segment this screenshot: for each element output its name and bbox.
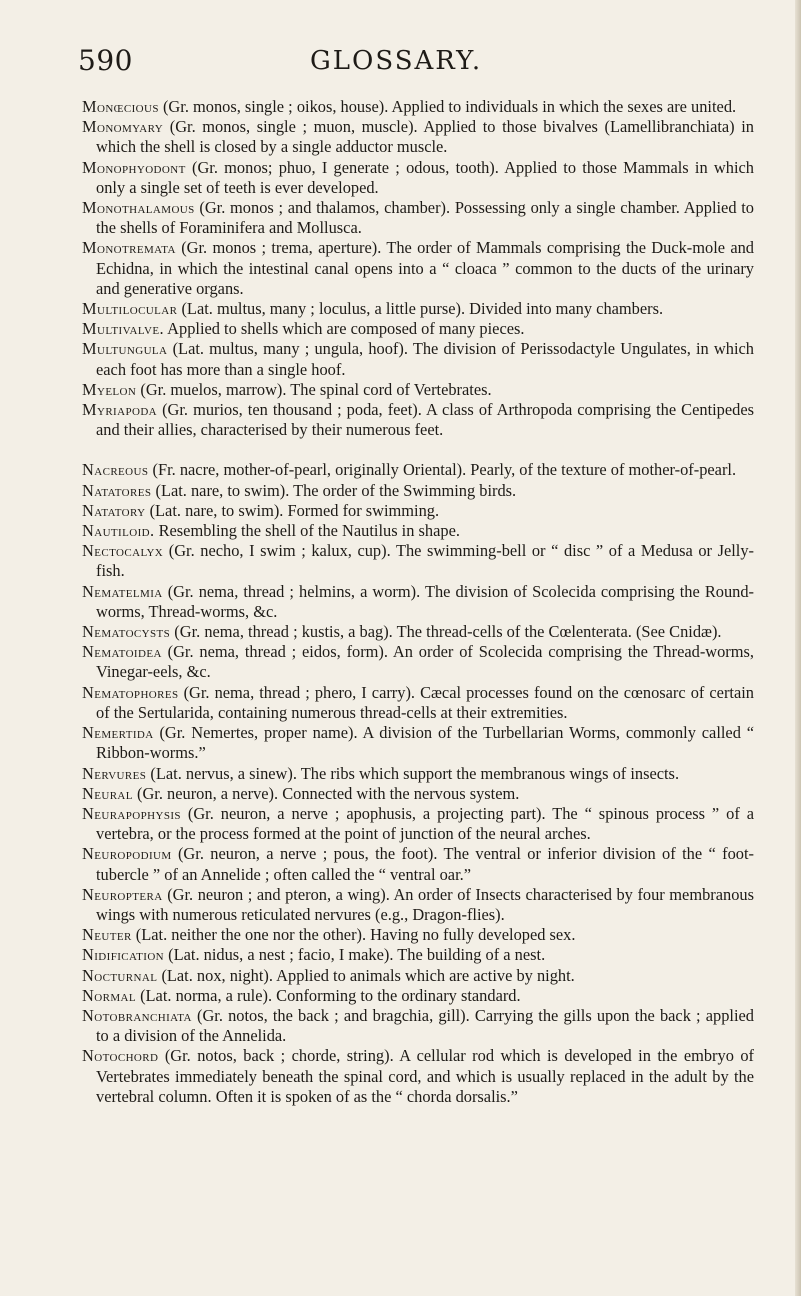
entry-definition: (Gr. notos, back ; chorde, string). A cellular rod which is developed in the embryo of Vertebrates immediately beneath the spinal cord, and which is usually replaced in the adult by the vertebral column. Often it is spoken of as the “ chorda dorsalis.” [96, 1046, 754, 1106]
glossary-entry [82, 966, 754, 986]
glossary-entry [82, 925, 754, 945]
entry-definition: (Gr. nema, thread ; helmins, a worm). The division of Scolecida comprising the Round-worms, Thread-worms, &c. [96, 581, 754, 621]
glossary-entry [82, 986, 754, 1006]
entry-term: Nervures [82, 763, 147, 783]
entry-term: Neurapophysis [82, 803, 181, 823]
glossary-entry [82, 238, 754, 299]
entry-definition: (Gr. neuron, a nerve ; apophusis, a projecting part). The “ spinous process ” of a vertebra, or the process formed at the point of junction of the neural arches. [96, 803, 754, 844]
entry-term: Normal [82, 985, 136, 1005]
glossary-entry [82, 844, 754, 884]
entry-definition: (Gr. monos ; and thalamos, chamber). Possessing only a single chamber. Applied to the shells of Foraminifera and Mollusca. [96, 198, 754, 238]
entry-definition: (Lat. multus, many ; ungula, hoof). The division of Perissodactyle Ungulates, in which each foot has more than a single hoof. [96, 339, 754, 379]
glossary-entry [82, 339, 754, 379]
entry-term: Neuter [82, 925, 132, 945]
glossary-entry [82, 723, 754, 763]
glossary-entry [82, 158, 754, 198]
entry-definition: (Lat. multus, many ; loculus, a little purse). Divided into many chambers. [181, 299, 664, 319]
entry-definition: (Gr. notos, the back ; and bragchia, gill). Carrying the gills upon the back ; applied to a division of the Annelida. [96, 1005, 754, 1046]
entry-definition: (Gr. muelos, marrow). The spinal cord of Vertebrates. [140, 379, 492, 399]
entry-definition: (Lat. norma, a rule). Conforming to the ordinary standard. [140, 985, 521, 1005]
entry-definition: (Gr. Nemertes, proper name). A division of the Turbellarian Worms, commonly called “ Ribbon-worms.” [96, 723, 755, 763]
glossary-entry [82, 582, 754, 622]
glossary-entry [82, 481, 754, 501]
glossary-entry [82, 622, 754, 642]
entry-definition: (Lat. nox, night). Applied to animals which are active by night. [161, 965, 575, 985]
entry-term: Neural [82, 783, 133, 803]
entry-definition: Resembling the shell of the Nautilus in shape. [158, 521, 460, 541]
glossary-entry [82, 642, 754, 682]
entry-term: Monœcious [82, 97, 159, 116]
entry-term: Neuropodium [82, 844, 172, 864]
entry-term: Myriapoda [82, 400, 158, 420]
running-head: GLOSSARY. [310, 46, 483, 76]
entry-term: Nidification [82, 945, 165, 965]
glossary-entry [82, 784, 754, 804]
entry-term: Natatory [82, 500, 146, 520]
entry-definition: (Lat. neither the one nor the other). Having no fully developed sex. [135, 925, 576, 945]
glossary-entry [82, 521, 754, 541]
glossary-entry [82, 885, 754, 925]
page-number: 590 [78, 44, 133, 77]
entry-definition: (Lat. nidus, a nest ; facio, I make). The building of a nest. [168, 945, 546, 965]
entry-term: Natatores [82, 480, 152, 500]
glossary-entry [82, 1046, 754, 1107]
entry-term: Nemertida [82, 723, 154, 743]
section-gap [82, 440, 754, 460]
entry-term: Nacreous [82, 460, 149, 480]
entry-term: Monotremata [82, 238, 176, 258]
glossary-entry [82, 683, 754, 723]
page-edge [795, 0, 801, 1296]
glossary-entry [82, 97, 754, 117]
glossary-entry [82, 400, 754, 440]
entry-term: Nematophores [82, 682, 179, 702]
entry-term: Nematelmia [82, 581, 163, 601]
entry-term: Monophyodont [82, 157, 186, 177]
entry-definition: (Lat. nare, to swim). Formed for swimming. [149, 500, 440, 520]
entry-definition: (Gr. nema, thread ; eidos, form). An order of Scolecida comprising the Thread-worms, Vinegar-eels, &c. [96, 642, 754, 682]
entry-definition: (Gr. murios, ten thousand ; poda, feet). A class of Arthropoda comprising the Centipedes and their allies, characterised by their numerous feet. [96, 400, 754, 440]
entry-definition: (Gr. necho, I swim ; kalux, cup). The swimming-bell or “ disc ” of a Medusa or Jelly-fish. [96, 541, 754, 581]
entry-definition: (Lat. nare, to swim). The order of the Swimming birds. [155, 480, 517, 500]
entry-term: Nectocalyx [82, 541, 164, 561]
glossary-entry [82, 541, 754, 581]
entry-term: Notobranchiata [82, 1005, 192, 1025]
glossary-entries [82, 97, 754, 1107]
entry-definition: (Gr. neuron, a nerve). Connected with the nervous system. [137, 783, 520, 803]
glossary-entry [82, 299, 754, 319]
entry-term: Nematocysts [82, 622, 171, 642]
entry-definition: (Gr. neuron, a nerve ; pous, the foot). The ventral or inferior division of the “ foot-tubercle ” of an Annelide ; often called the “ ventral oar.” [96, 844, 754, 884]
entry-term: Neuroptera [82, 884, 163, 904]
entry-term: Nautiloid. [82, 521, 155, 541]
glossary-entry [82, 117, 754, 157]
entry-definition: (Lat. nervus, a sinew). The ribs which support the membranous wings of insects. [150, 763, 680, 783]
glossary-entry [82, 501, 754, 521]
entry-term: Myelon [82, 379, 137, 399]
entry-definition: (Gr. monos ; trema, aperture). The order of Mammals comprising the Duck-mole and Echidna, in which the intestinal canal opens into a “ cloaca ” common to the ducts of the urinary and generative organs. [96, 238, 754, 298]
entry-term: Notochord [82, 1046, 159, 1066]
entry-definition: (Gr. neuron ; and pteron, a wing). An order of Insects characterised by four membranous wings with numerous reticulated nervures (e.g., Dragon-flies). [96, 884, 754, 924]
glossary-entry [82, 1006, 754, 1046]
entry-term: Multivalve. [82, 319, 164, 339]
entry-term: Nocturnal [82, 965, 158, 985]
entry-definition: Applied to shells which are composed of many pieces. [167, 319, 525, 339]
glossary-entry [82, 764, 754, 784]
entry-definition: (Gr. nema, thread ; phero, I carry). Cæcal processes found on the cœnosarc of certain of the Sertularida, containing numerous thread-cells at their extremities. [96, 682, 754, 722]
glossary-entry [82, 198, 754, 238]
page-header [0, 44, 801, 84]
glossary-entry [82, 460, 754, 480]
entry-definition: (Fr. nacre, mother-of-pearl, originally Oriental). Pearly, of the texture of mother-of-pearl. [152, 460, 737, 480]
entry-definition: (Gr. monos, single ; muon, muscle). Applied to those bivalves (Lamellibranchiata) in which the shell is closed by a single adductor muscle. [96, 117, 754, 157]
entry-definition: (Gr. nema, thread ; kustis, a bag). The thread-cells of the Cœlenterata. (See Cnidæ). [174, 622, 722, 642]
glossary-entry [82, 945, 754, 965]
entry-term: Nematoidea [82, 642, 162, 662]
entry-term: Monomyary [82, 117, 164, 137]
entry-term: Multungula [82, 339, 168, 359]
entry-definition: (Gr. monos, single ; oikos, house). Applied to individuals in which the sexes are united. [162, 97, 737, 116]
glossary-entry [82, 380, 754, 400]
entry-definition: (Gr. monos; phuo, I generate ; odous, tooth). Applied to those Mammals in which only a single set of teeth is ever developed. [96, 157, 754, 197]
entry-term: Multilocular [82, 299, 178, 319]
entry-term: Monothalamous [82, 198, 195, 218]
glossary-entry [82, 319, 754, 339]
glossary-entry [82, 804, 754, 844]
